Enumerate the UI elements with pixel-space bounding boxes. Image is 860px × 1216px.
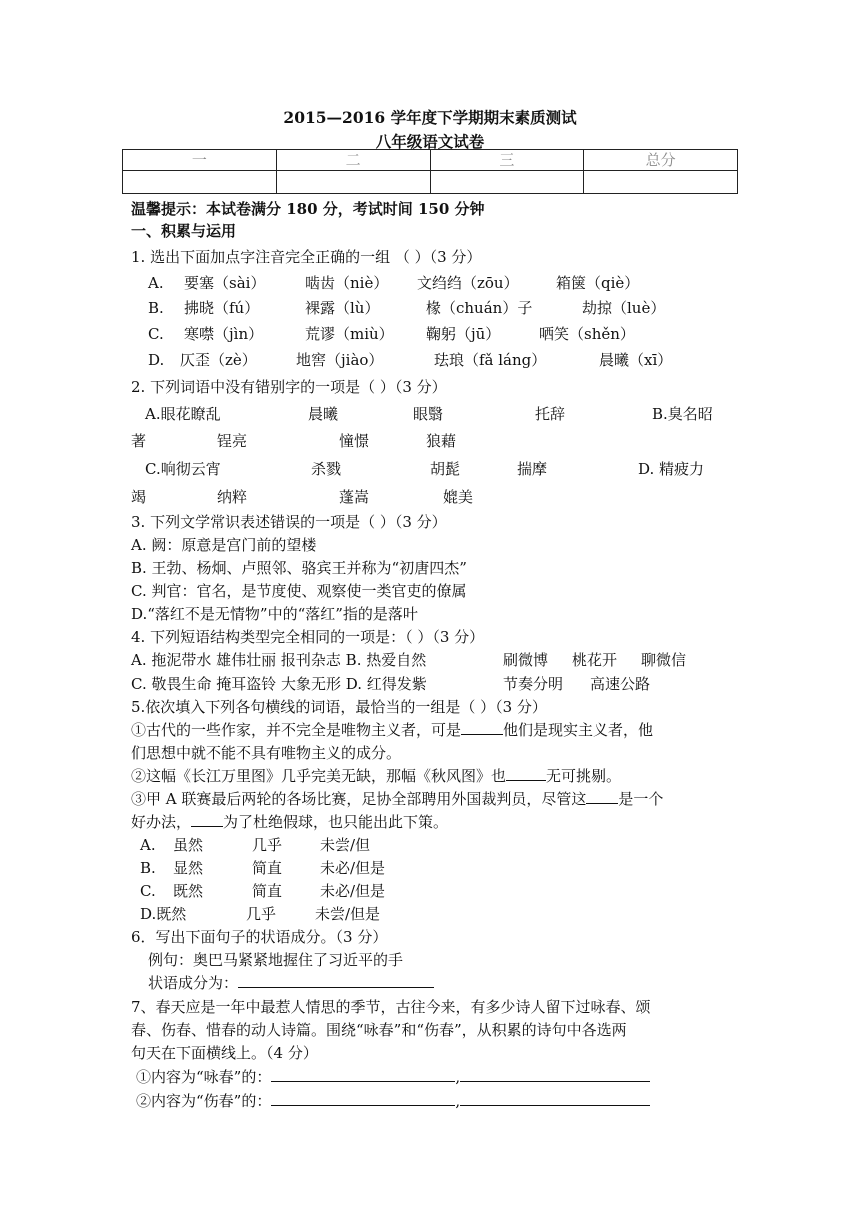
- q5-d-letter: D.既然: [140, 905, 187, 923]
- q1-option-a[interactable]: [148, 273, 640, 293]
- q5-a-w2: 几乎: [252, 836, 283, 854]
- q5-blank2[interactable]: [506, 766, 546, 781]
- q5-s3-text4: 为了杜绝假球，也只能出此下策。: [223, 813, 449, 831]
- q4-l1-part4: 聊微信: [641, 651, 687, 669]
- q5-c-w2: 简直: [252, 882, 283, 900]
- q1-c-item4: 哂笑（shěn）: [539, 325, 635, 343]
- q5-c-w1: 既然: [173, 882, 204, 900]
- q4-l2-part1: C. 敬畏生命 掩耳盗铃 大象无形 D. 红得发紫: [131, 675, 427, 693]
- q5-b-letter: B.: [140, 859, 156, 877]
- q1-a-letter: A.: [148, 274, 164, 292]
- q7-item1: [136, 1067, 650, 1087]
- q7-stem-line3: 句天在下面横线上。（4 分）: [131, 1044, 318, 1062]
- q2-line4: [131, 487, 474, 507]
- q5-b-w3: 未必/但是: [320, 859, 386, 877]
- score-cell-1[interactable]: [123, 171, 277, 194]
- score-cell-total[interactable]: [584, 171, 738, 194]
- q5-blank3[interactable]: [586, 789, 618, 804]
- q4-l2-part3: 高速公路: [590, 675, 651, 693]
- q5-s3-text3: 好办法，: [131, 813, 192, 831]
- q1-d-letter: D.: [148, 351, 165, 369]
- score-header-2: 二: [276, 150, 430, 171]
- q2-l4-w1: 竭: [131, 488, 147, 506]
- section-title: 一、积累与运用: [131, 222, 237, 240]
- q4-l2-part2: 节奏分明: [503, 675, 564, 693]
- q1-b-item1: 拂晓（fú）: [184, 299, 260, 317]
- q7-item1-blank1[interactable]: [271, 1067, 455, 1082]
- q2-l3-w1: C.响彻云宵: [145, 460, 221, 478]
- q6-answer-label: 状语成分为：: [148, 974, 239, 992]
- q6-answer-blank[interactable]: [238, 973, 434, 988]
- q1-a-item1: 要塞（sài）: [184, 274, 266, 292]
- q4-l1-part3: 桃花开: [572, 651, 618, 669]
- score-header-3: 三: [430, 150, 584, 171]
- q1-c-letter: C.: [148, 325, 164, 343]
- q7-stem-line1: 7、春天应是一年中最惹人情思的季节，古往今来，有多少诗人留下过咏春、颂: [131, 998, 651, 1016]
- q6-answer-row: [148, 973, 434, 993]
- q1-d-item4: 晨曦（xī）: [599, 351, 673, 369]
- q1-option-d[interactable]: [148, 350, 673, 370]
- q2-l2-w4: 狼藉: [426, 432, 457, 450]
- q5-c-w3: 未必/但是: [320, 882, 386, 900]
- q5-s2-text2: 无可挑剔。: [546, 767, 622, 785]
- q4-line1[interactable]: [131, 650, 687, 670]
- q1-b-item4: 劫掠（luè）: [582, 299, 666, 317]
- q5-a-w3: 未尝/但: [320, 836, 371, 854]
- q1-option-c[interactable]: [148, 324, 635, 344]
- score-header-total: 总分: [584, 150, 738, 171]
- score-header-1: 一: [123, 150, 277, 171]
- q5-b-w1: 显然: [173, 859, 204, 877]
- q7-item2-blank1[interactable]: [271, 1091, 455, 1106]
- q5-d-w2: 未尝/但是: [315, 905, 381, 923]
- q2-line3: [145, 459, 705, 479]
- q2-l3-w2: 杀戮: [311, 460, 342, 478]
- q1-d-item1: 仄歪（zè）: [180, 351, 257, 369]
- q2-l3-w3: 胡髭: [430, 460, 461, 478]
- q5-s1-text1: ①古代的一些作家，并不完全是唯物主义者，可是: [131, 721, 462, 739]
- q3-option-b[interactable]: B. 王勃、杨炯、卢照邻、骆宾王并称为“初唐四杰”: [131, 559, 467, 577]
- q5-a-letter: A.: [140, 836, 156, 854]
- q4-stem: 4. 下列短语结构类型完全相同的一项是：（ ）（3 分）: [131, 628, 485, 646]
- q7-item1-comma: ,: [455, 1068, 461, 1086]
- score-cell-3[interactable]: [430, 171, 584, 194]
- q2-l2-w2: 锃亮: [217, 432, 248, 450]
- q2-l1-w5: B.臭名昭: [652, 405, 713, 423]
- q2-line2: [131, 431, 457, 451]
- q1-a-item2: 啮齿（niè）: [305, 274, 389, 292]
- q1-b-item2: 裸露（lù）: [305, 299, 380, 317]
- q5-stem: 5.依次填入下列各句横线的词语，最恰当的一组是（ ）（3 分）: [131, 698, 547, 716]
- q1-stem: 1. 选出下面加点字注音完全正确的一组 （ ）（3 分）: [131, 248, 482, 266]
- q5-option-d[interactable]: [140, 904, 381, 924]
- q2-l1-w4: 托辞: [535, 405, 566, 423]
- q2-l3-w5: D. 精疲力: [638, 460, 705, 478]
- q1-a-item4: 箱箧（qiè）: [556, 274, 640, 292]
- q1-c-item2: 荒谬（miù）: [305, 325, 394, 343]
- q2-line1: [145, 404, 713, 424]
- q1-c-item3: 鞠躬（jū）: [426, 325, 501, 343]
- q5-s3-text2: 是一个: [618, 790, 664, 808]
- q5-sentence1-cont: 们思想中就不能不具有唯物主义的成分。: [131, 744, 402, 762]
- q4-line2[interactable]: [131, 674, 651, 694]
- q1-a-item3: 文绉绉（zōu）: [417, 274, 519, 292]
- q1-c-item1: 寒噤（jìn）: [184, 325, 264, 343]
- q5-option-b[interactable]: [140, 858, 386, 878]
- q2-l4-w4: 媲美: [443, 488, 474, 506]
- q5-a-w1: 虽然: [173, 836, 204, 854]
- q2-l1-w1: A.眼花瞭乱: [145, 405, 221, 423]
- q5-option-c[interactable]: [140, 881, 386, 901]
- q2-stem: 2. 下列词语中没有错别字的一项是（ ）（3 分）: [131, 378, 447, 396]
- q7-stem-line2: 春、伤春、惜春的动人诗篇。围绕“咏春”和“伤春”，从积累的诗句中各选两: [131, 1021, 627, 1039]
- exam-subtitle: 八年级语文试卷: [375, 132, 485, 151]
- q3-stem: 3. 下列文学常识表述错误的一项是（ ）（3 分）: [131, 513, 447, 531]
- q5-sentence3-cont: [131, 812, 448, 832]
- q3-option-c[interactable]: C. 判官：官名，是节度使、观察使一类官吏的僚属: [131, 582, 467, 600]
- q5-c-letter: C.: [140, 882, 156, 900]
- q5-b-w2: 简直: [252, 859, 283, 877]
- exam-tip: 温馨提示：本试卷满分 180 分，考试时间 150 分钟: [131, 200, 485, 218]
- q1-b-letter: B.: [148, 299, 164, 317]
- q5-d-w1: 几乎: [246, 905, 277, 923]
- q5-option-a[interactable]: [140, 835, 371, 855]
- q2-l4-w3: 蓬嵩: [339, 488, 370, 506]
- q4-l1-part1: A. 拖泥带水 雄伟壮丽 报刊杂志 B. 热爱自然: [131, 651, 427, 669]
- q1-d-item3: 珐琅（fǎ láng）: [434, 351, 547, 369]
- q5-s1-text2: 他们是现实主义者，他: [503, 721, 654, 739]
- q2-l4-w2: 纳粹: [217, 488, 248, 506]
- q2-l1-w3: 眼翳: [413, 405, 444, 423]
- q1-b-item3: 椽（chuán）子: [426, 299, 533, 317]
- q2-l2-w3: 憧憬: [339, 432, 370, 450]
- q7-item1-blank2[interactable]: [460, 1067, 650, 1082]
- q3-option-d[interactable]: D.“落红不是无情物”中的“落红”指的是落叶: [131, 605, 418, 623]
- q5-sentence3: [131, 789, 663, 809]
- q4-l1-part2: 刷微博: [503, 651, 549, 669]
- q5-blank1[interactable]: [461, 720, 503, 735]
- q7-item2: [136, 1091, 650, 1111]
- score-table: [122, 149, 738, 194]
- q7-item2-blank2[interactable]: [460, 1091, 650, 1106]
- exam-title: 2015—2016 学年度下学期期末素质测试: [283, 108, 577, 127]
- q1-d-item2: 地窖（jiào）: [296, 351, 384, 369]
- q1-option-b[interactable]: [148, 298, 666, 318]
- q3-option-a[interactable]: A. 阙：原意是宫门前的望楼: [131, 536, 317, 554]
- q5-s3-text1: ③甲 A 联赛最后两轮的各场比赛，足协全部聘用外国裁判员，尽管这: [131, 790, 587, 808]
- q7-item1-label: ①内容为“咏春”的：: [136, 1068, 272, 1086]
- q2-l2-w1: 著: [131, 432, 147, 450]
- q6-stem: 6．写出下面句子的状语成分。（3 分）: [131, 928, 388, 946]
- q5-sentence1: [131, 720, 653, 740]
- q5-sentence2: [131, 766, 621, 786]
- q7-item2-comma: ,: [455, 1092, 461, 1110]
- q7-item2-label: ②内容为“伤春”的：: [136, 1092, 272, 1110]
- q5-blank4[interactable]: [191, 812, 223, 827]
- q2-l1-w2: 晨曦: [308, 405, 339, 423]
- score-cell-2[interactable]: [276, 171, 430, 194]
- q2-l3-w4: 揣摩: [517, 460, 548, 478]
- q5-s2-text1: ②这幅《长江万里图》几乎完美无缺，那幅《秋风图》也: [131, 767, 507, 785]
- q6-example: 例句：奥巴马紧紧地握住了习近平的手: [148, 951, 404, 969]
